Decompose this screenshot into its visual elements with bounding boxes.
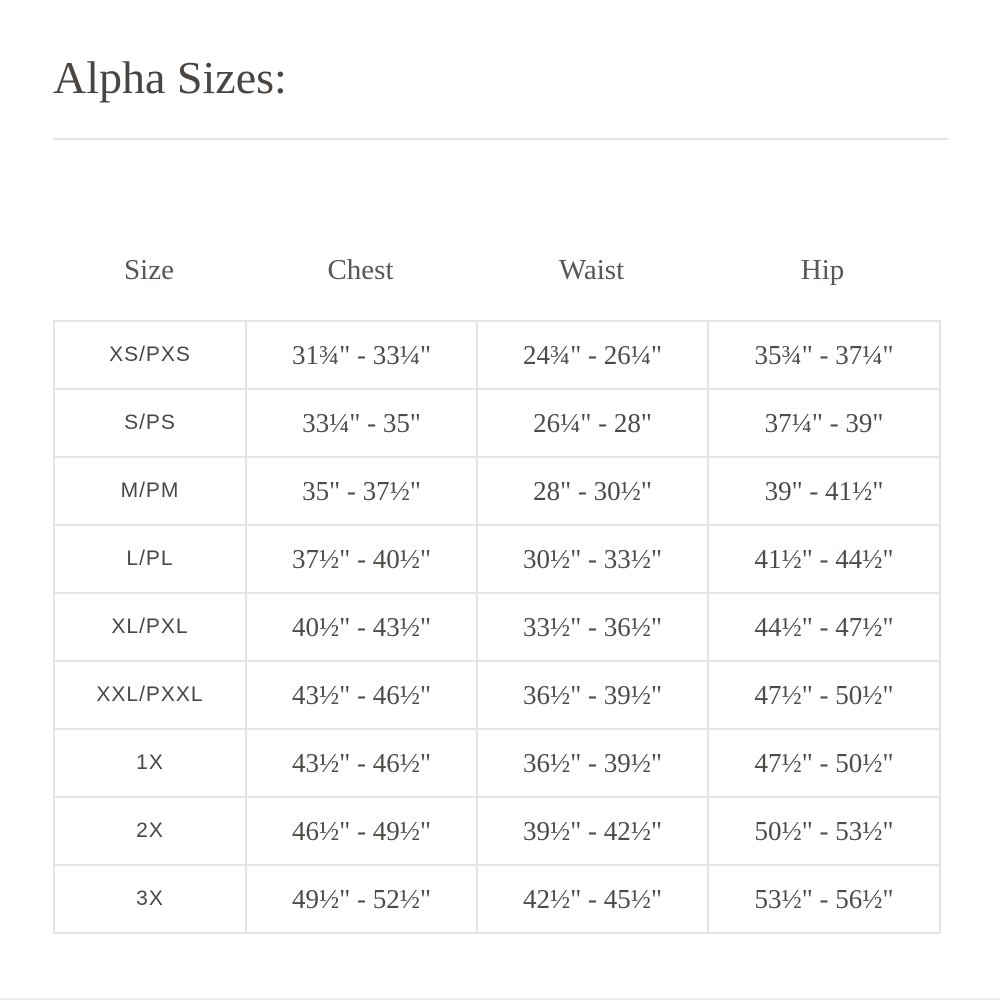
chest-cell: 40½" - 43½" — [246, 593, 477, 661]
chest-cell: 37½" - 40½" — [246, 525, 477, 593]
chest-cell: 35" - 37½" — [246, 457, 477, 525]
size-cell: L/PL — [54, 525, 246, 593]
waist-cell: 33½" - 36½" — [477, 593, 708, 661]
hip-cell: 39" - 41½" — [708, 457, 940, 525]
table-row — [54, 729, 940, 797]
hip-cell: 53½" - 56½" — [708, 865, 940, 933]
chest-cell: 46½" - 49½" — [246, 797, 477, 865]
chest-cell: 43½" - 46½" — [246, 729, 477, 797]
size-table — [53, 320, 941, 934]
hip-cell: 41½" - 44½" — [708, 525, 940, 593]
hip-cell: 47½" - 50½" — [708, 661, 940, 729]
size-cell: XXL/PXXL — [54, 661, 246, 729]
column-header-size: Size — [124, 253, 174, 286]
hip-cell: 35¾" - 37¼" — [708, 321, 940, 389]
column-header-chest: Chest — [327, 253, 394, 286]
size-cell: XL/PXL — [54, 593, 246, 661]
waist-cell: 28" - 30½" — [477, 457, 708, 525]
table-row — [54, 593, 940, 661]
page-title: Alpha Sizes: — [53, 52, 287, 103]
hip-cell: 47½" - 50½" — [708, 729, 940, 797]
waist-cell: 36½" - 39½" — [477, 729, 708, 797]
table-header-row — [53, 245, 938, 295]
table-row — [54, 865, 940, 933]
table-row — [54, 797, 940, 865]
waist-cell: 39½" - 42½" — [477, 797, 708, 865]
waist-cell: 30½" - 33½" — [477, 525, 708, 593]
title-divider — [53, 138, 948, 140]
waist-cell: 24¾" - 26¼" — [477, 321, 708, 389]
waist-cell: 36½" - 39½" — [477, 661, 708, 729]
chest-cell: 49½" - 52½" — [246, 865, 477, 933]
chest-cell: 43½" - 46½" — [246, 661, 477, 729]
column-header-waist: Waist — [558, 253, 625, 286]
chest-cell: 33¼" - 35" — [246, 389, 477, 457]
chest-cell: 31¾" - 33¼" — [246, 321, 477, 389]
hip-cell: 50½" - 53½" — [708, 797, 940, 865]
size-cell: 3X — [54, 865, 246, 933]
size-cell: 2X — [54, 797, 246, 865]
size-cell: S/PS — [54, 389, 246, 457]
hip-cell: 37¼" - 39" — [708, 389, 940, 457]
waist-cell: 42½" - 45½" — [477, 865, 708, 933]
table-row — [54, 661, 940, 729]
size-cell: M/PM — [54, 457, 246, 525]
column-header-hip: Hip — [800, 253, 845, 286]
table-row — [54, 525, 940, 593]
size-cell: XS/PXS — [54, 321, 246, 389]
waist-cell: 26¼" - 28" — [477, 389, 708, 457]
table-row — [54, 389, 940, 457]
table-row — [54, 457, 940, 525]
hip-cell: 44½" - 47½" — [708, 593, 940, 661]
bottom-divider — [0, 998, 1000, 1000]
table-row — [54, 321, 940, 389]
size-cell: 1X — [54, 729, 246, 797]
